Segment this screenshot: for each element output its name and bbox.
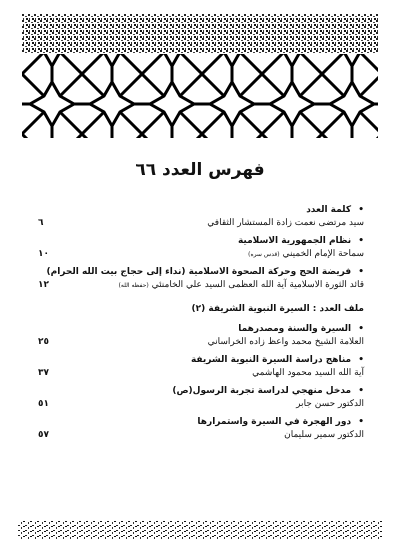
section-heading: دور الهجرة في السيرة واستمرارها bbox=[197, 417, 352, 427]
file-heading: ملف العدد : السيرة النبوية الشريفة (٢) bbox=[191, 304, 364, 314]
entry-author: سماحة الإمام الخميني bbox=[282, 249, 364, 259]
section-heading: فريضة الحج وحركة الصحوة الاسلامية (نداء إلى حجاج بيت الله الحرام) bbox=[46, 267, 352, 277]
toc-entry bbox=[38, 430, 364, 440]
noise-strip bbox=[22, 14, 378, 54]
bullet-icon: • bbox=[358, 324, 364, 334]
page-title: فهرس العدد ٦٦ bbox=[135, 160, 265, 180]
toc-section bbox=[38, 236, 364, 259]
geometric-pattern-header bbox=[22, 14, 378, 138]
toc-entry bbox=[38, 399, 364, 409]
entry-author: قائد الثورة الاسلامية آية الله العظمى السيد علي الخامنئي bbox=[151, 280, 364, 290]
page-number: ٥٧ bbox=[38, 430, 49, 440]
entry-honorific: (قدس سره) bbox=[248, 251, 280, 258]
entry-author: سيد مرتضى نعمت زادة المستشار الثقافي bbox=[207, 218, 364, 228]
bullet-icon: • bbox=[358, 236, 364, 246]
toc-section bbox=[38, 267, 364, 290]
table-of-contents bbox=[38, 205, 364, 448]
page-number: ٢٥ bbox=[38, 337, 49, 347]
girih-pattern bbox=[22, 54, 378, 138]
noise-strip bbox=[18, 521, 382, 539]
toc-section bbox=[38, 355, 364, 378]
entry-author: العلامة الشيخ محمد واعظ زاده الخراساني bbox=[207, 337, 364, 347]
page-number: ٣٧ bbox=[38, 368, 49, 378]
entry-honorific: (حفظه الله) bbox=[118, 282, 149, 289]
toc-entry bbox=[38, 249, 364, 259]
section-heading: السيرة والسنة ومصدرهما bbox=[238, 324, 352, 334]
bullet-icon: • bbox=[358, 355, 364, 365]
section-heading: نظام الجمهورية الاسلامية bbox=[237, 236, 352, 246]
page-number: ٥١ bbox=[38, 399, 49, 409]
section-heading: مناهج دراسة السيرة النبوية الشريفة bbox=[190, 355, 352, 365]
toc-entry bbox=[38, 368, 364, 378]
entry-author: آية الله السيد محمود الهاشمي bbox=[252, 368, 364, 378]
page-number: ١٠ bbox=[38, 249, 49, 259]
page-number: ١٢ bbox=[38, 280, 49, 290]
toc-section bbox=[38, 386, 364, 409]
bottom-noise-band bbox=[18, 515, 382, 545]
entry-author: الدكتور سمير سليمان bbox=[284, 430, 364, 440]
section-heading: مدخل منهجي لدراسة تجربة الرسول(ص) bbox=[172, 386, 352, 396]
bullet-icon: • bbox=[358, 205, 364, 215]
toc-section bbox=[38, 205, 364, 228]
toc-section bbox=[38, 417, 364, 440]
toc-entry bbox=[38, 280, 364, 290]
page-number: ٦ bbox=[38, 218, 44, 228]
bullet-icon: • bbox=[358, 267, 364, 277]
toc-entry bbox=[38, 337, 364, 347]
entry-author: الدكتور حسن جابر bbox=[296, 399, 364, 409]
section-heading: كلمة العدد bbox=[306, 205, 352, 215]
bullet-icon: • bbox=[358, 386, 364, 396]
bullet-icon: • bbox=[358, 417, 364, 427]
toc-entry bbox=[38, 218, 364, 228]
toc-section bbox=[38, 324, 364, 347]
